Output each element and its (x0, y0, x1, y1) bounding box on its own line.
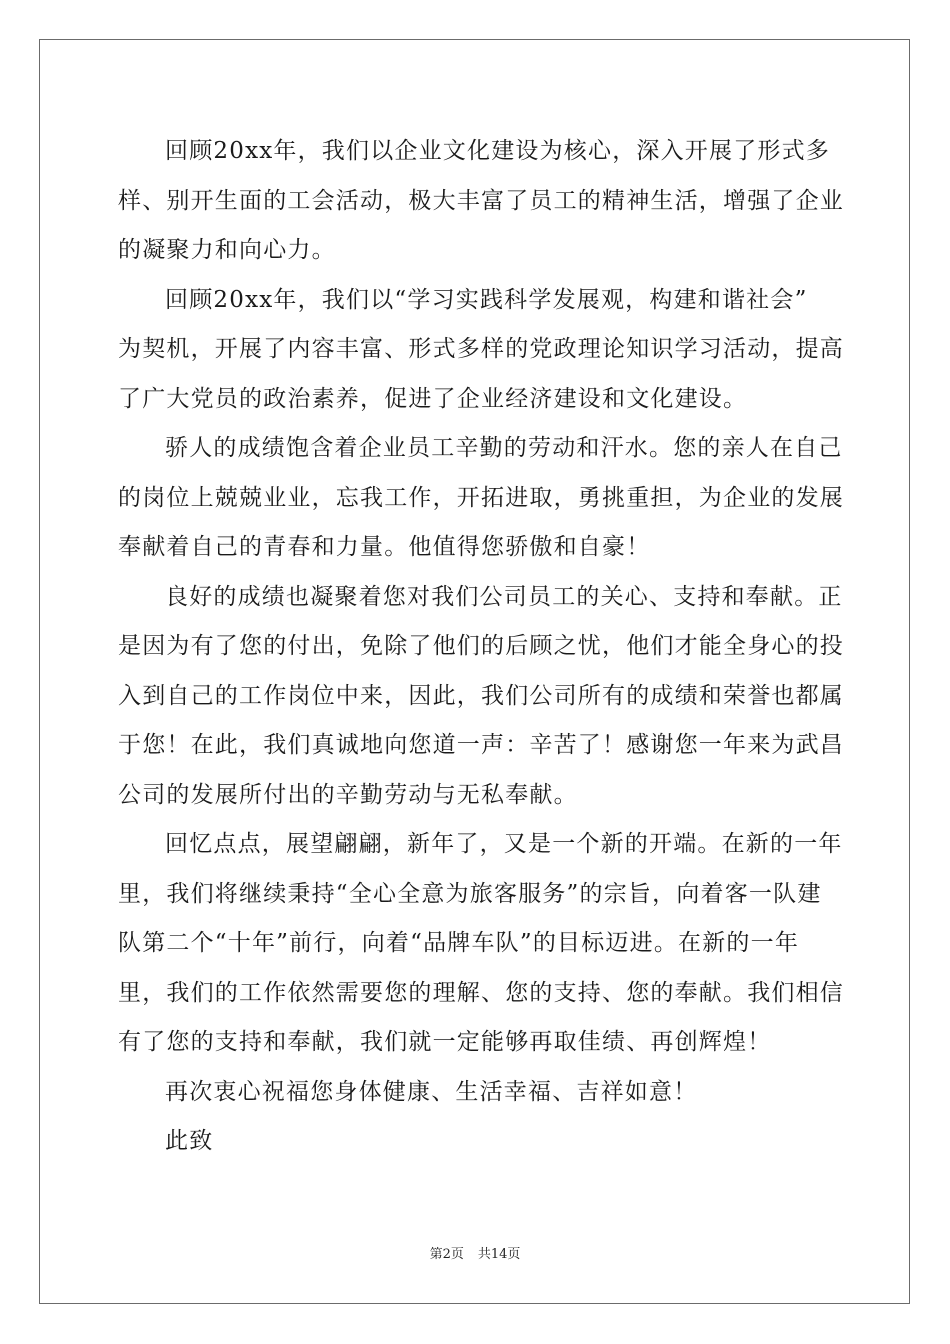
paragraph-line: 了广大党员的政治素养，促进了企业经济建设和文化建设。 (118, 386, 748, 412)
paragraph-line: 公司的发展所付出的辛勤劳动与无私奉献。 (118, 782, 578, 808)
paragraph-line: 里，我们将继续秉持“全心全意为旅客服务”的宗旨，向着客一队建 (118, 881, 822, 907)
paragraph-line: 回顾20xx年，我们以企业文化建设为核心，深入开展了形式多 (165, 138, 831, 164)
page-total: 共14页 (477, 1247, 521, 1262)
paragraph-line: 有了您的支持和奉献，我们就一定能够再取佳绩、再创辉煌！ (118, 1029, 772, 1055)
paragraph-line: 奉献着自己的青春和力量。他值得您骄傲和自豪！ (118, 534, 651, 560)
paragraph-line: 队第二个“十年”前行，向着“品牌车队”的目标迈进。在新的一年 (118, 930, 800, 956)
page-border (39, 39, 910, 1304)
paragraph-line: 再次衷心祝福您身体健康、生活幸福、吉祥如意！ (165, 1079, 698, 1105)
paragraph-line: 里，我们的工作依然需要您的理解、您的支持、您的奉献。我们相信 (118, 980, 844, 1006)
paragraph-line: 良好的成绩也凝聚着您对我们公司员工的关心、支持和奉献。正 (165, 584, 843, 610)
closing-salutation: 此致 (165, 1128, 214, 1154)
paragraph-line: 回忆点点，展望翩翩，新年了，又是一个新的开端。在新的一年 (165, 831, 843, 857)
paragraph-line: 骄人的成绩饱含着企业员工辛勤的劳动和汗水。您的亲人在自己 (165, 435, 843, 461)
paragraph-line: 样、别开生面的工会活动，极大丰富了员工的精神生活，增强了企业 (118, 188, 844, 214)
page-number: 第2页 (429, 1247, 464, 1262)
paragraph-line: 的凝聚力和向心力。 (118, 237, 336, 263)
paragraph-line: 为契机，开展了内容丰富、形式多样的党政理论知识学习活动，提高 (118, 336, 844, 362)
paragraph-line: 入到自己的工作岗位中来，因此，我们公司所有的成绩和荣誉也都属 (118, 683, 844, 709)
paragraph-line: 是因为有了您的付出，免除了他们的后顾之忧，他们才能全身心的投 (118, 633, 844, 659)
paragraph-line: 回顾20xx年，我们以“学习实践科学发展观，构建和谐社会” (165, 287, 808, 313)
page-footer (0, 1245, 950, 1265)
paragraph-line: 于您！在此，我们真诚地向您道一声：辛苦了！感谢您一年来为武昌 (118, 732, 844, 758)
paragraph-line: 的岗位上兢兢业业，忘我工作，开拓进取，勇挑重担，为企业的发展 (118, 485, 844, 511)
